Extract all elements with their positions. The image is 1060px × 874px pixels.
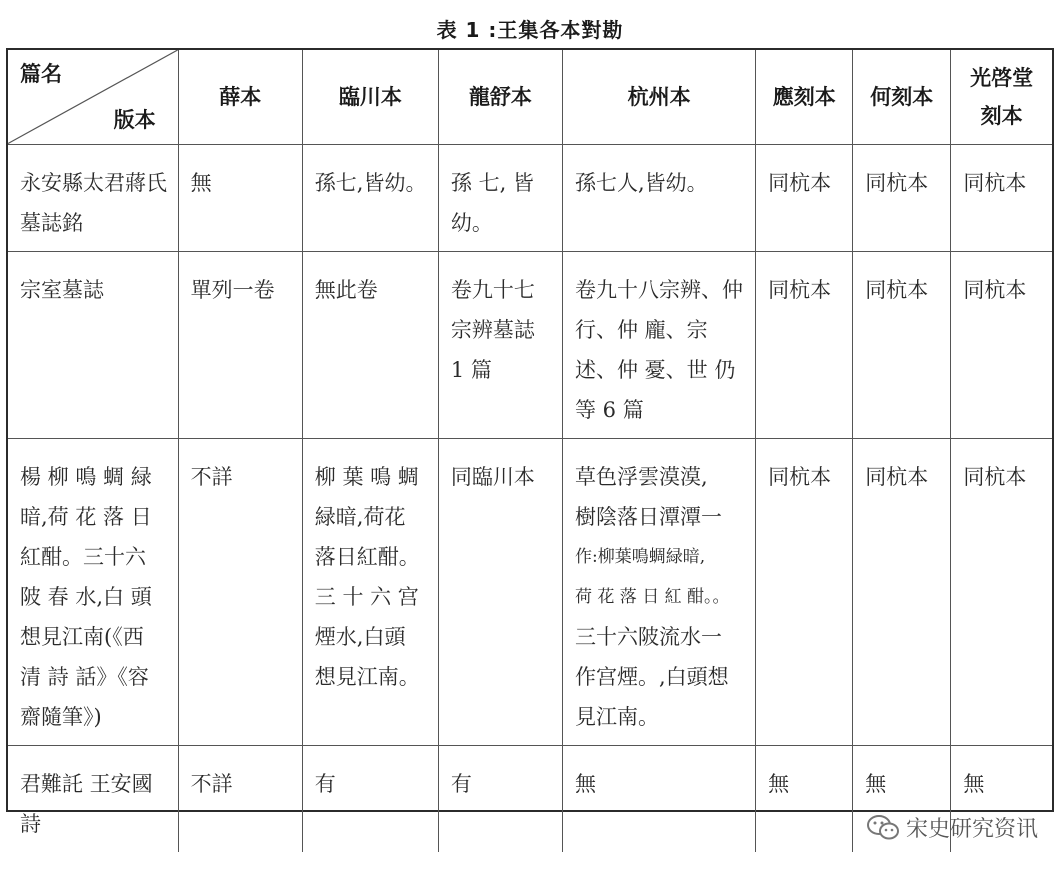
column-header-hangzhou: 杭州本 <box>563 50 756 144</box>
table-cell: 同杭本 <box>853 438 951 745</box>
table-row <box>8 144 1052 251</box>
table-cell: 同臨川本 <box>438 438 562 745</box>
table-cell: 單列一卷 <box>178 251 302 438</box>
watermark <box>866 812 1038 843</box>
wechat-icon <box>866 814 900 842</box>
table-cell: 不詳 <box>178 745 302 852</box>
table-cell: 孫七,皆幼。 <box>302 144 438 251</box>
column-header-guangqitang-line2: 刻本 <box>980 103 1023 128</box>
table-cell: 同杭本 <box>853 251 951 438</box>
row-title-cell: 宗室墓誌 <box>8 251 178 438</box>
table-cell: 同杭本 <box>951 438 1052 745</box>
table-cell: 同杭本 <box>756 144 853 251</box>
table-cell: 不詳 <box>178 438 302 745</box>
table-cell: 同杭本 <box>756 438 853 745</box>
column-header-he: 何刻本 <box>853 50 951 144</box>
table-cell: 同杭本 <box>756 251 853 438</box>
table-cell: 無 <box>951 745 1052 852</box>
comparison-table <box>8 50 1052 852</box>
table-row <box>8 251 1052 438</box>
column-header-guangqitang <box>951 50 1052 144</box>
watermark-text: 宋史研究资讯 <box>905 817 1038 842</box>
table-cell: 同杭本 <box>853 144 951 251</box>
text-line-small: 荷 花 落 日 紅 酣。。 <box>575 586 730 607</box>
column-header-longshu: 龍舒本 <box>438 50 562 144</box>
table-cell: 柳 葉 鳴 蜩 緑暗,荷花 落日紅酣。三 十 六 宫 煙水,白頭 想見江南。 <box>302 438 438 745</box>
table-cell: 同杭本 <box>951 144 1052 251</box>
text-line: 樹陰落日潭潭一 <box>575 504 722 529</box>
table-caption: 表 1 :王集各本對勘 <box>436 18 624 42</box>
text-line: 草色浮雲漠漠, <box>575 464 708 489</box>
row-title-cell: 楊 柳 鳴 蜩 緑 暗,荷 花 落 日 紅酣。三十六 陂 春 水,白 頭 想見江南(《西 清 詩 話》《容 齋隨筆》) <box>8 438 178 745</box>
header-row <box>8 50 1052 144</box>
column-header-ying: 應刻本 <box>756 50 853 144</box>
table-cell: 有 <box>302 745 438 852</box>
table-cell: 無 <box>853 745 951 852</box>
table-cell: 孫 七, 皆 幼。 <box>438 144 562 251</box>
row-title-cell: 永安縣太君蔣氏墓誌銘 <box>8 144 178 251</box>
table-cell: 同杭本 <box>951 251 1052 438</box>
row-title-cell: 君難託 王安國詩 <box>8 745 178 852</box>
text-line: 三十六陂流水一 <box>575 624 722 649</box>
table-cell: 有 <box>438 745 562 852</box>
text-line: 作宫煙。,白頭想 <box>575 664 729 689</box>
table-cell: 無 <box>756 745 853 852</box>
column-header-linchuan: 臨川本 <box>302 50 438 144</box>
corner-label-edition: 版本 <box>113 107 156 132</box>
table-cell-hangzhou-variant <box>563 438 756 745</box>
table-cell: 無 <box>178 144 302 251</box>
table-row <box>8 438 1052 745</box>
text-line-small: 作:柳葉鳴蜩緑暗, <box>575 546 706 567</box>
table-cell: 卷九十八宗辨、仲 行、仲 龐、宗 述、仲 憂、世 仍 等 6 篇 <box>563 251 756 438</box>
column-header-xue: 薛本 <box>178 50 302 144</box>
table-cell: 無 <box>563 745 756 852</box>
text-line: 見江南。 <box>575 704 659 729</box>
corner-header-cell <box>8 50 178 144</box>
corner-label-title: 篇名 <box>20 62 62 86</box>
column-header-guangqitang-line1: 光啓堂 <box>970 65 1034 90</box>
table-cell: 卷九十七宗辨墓誌 1 篇 <box>438 251 562 438</box>
table-cell: 無此卷 <box>302 251 438 438</box>
table-cell: 孫七人,皆幼。 <box>563 144 756 251</box>
